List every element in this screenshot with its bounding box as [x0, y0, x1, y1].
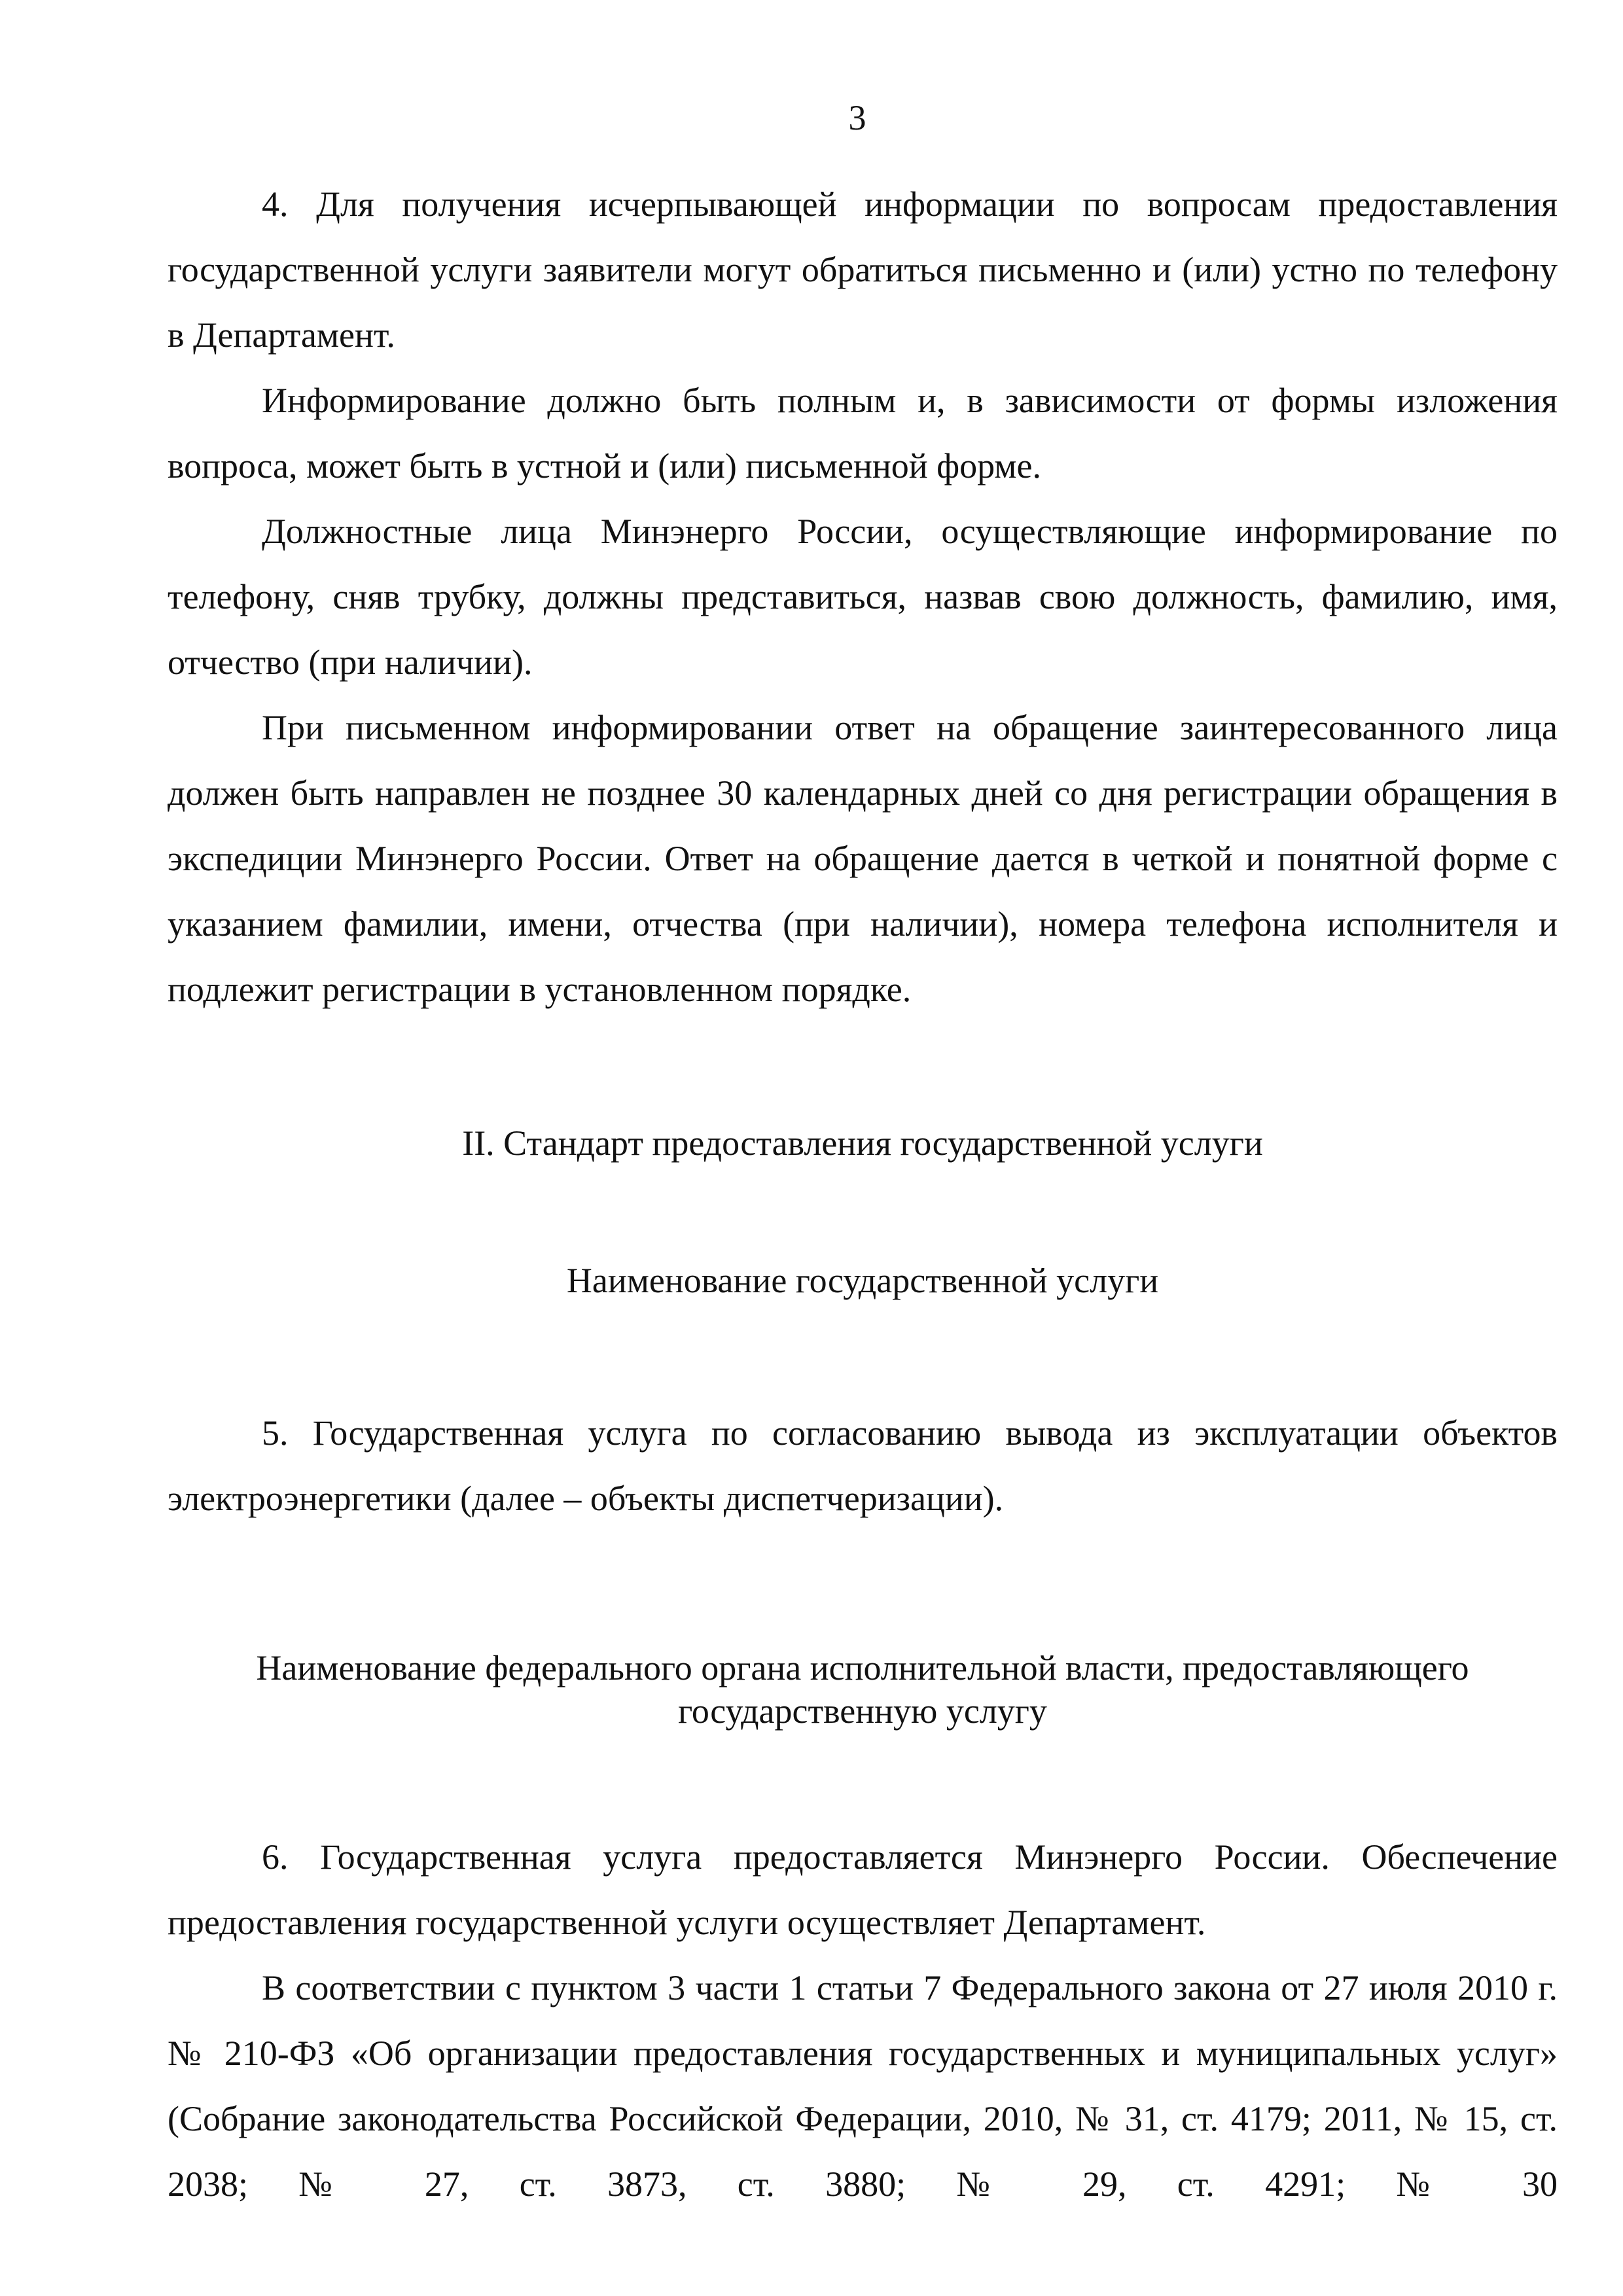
- paragraph-informing: Информирование должно быть полным и, в зависимости от формы изложения вопроса, может быть в устной и (или) письменной форме.: [168, 381, 1558, 486]
- paragraph-4: 4. Для получения исчерпывающей информации по вопросам предоставления государственной услуги заявители могут обратиться письменно и (или) устно по телефону в Департамент.: [168, 185, 1558, 355]
- subheading-authority-line1: Наименование федерального органа исполнительной власти, предоставляющего: [256, 1648, 1469, 1687]
- section-title: II. Стандарт предоставления государственной услуги: [462, 1123, 1263, 1163]
- paragraph-5: 5. Государственная услуга по согласованию вывода из эксплуатации объектов электроэнергетики (далее – объекты диспетчеризации).: [168, 1413, 1558, 1518]
- paragraph-6: 6. Государственная услуга предоставляется Минэнерго России. Обеспечение предоставления государственной услуги осуществляет Департамент.: [168, 1837, 1558, 1942]
- document-body: [168, 171, 1558, 2217]
- paragraph-officials: Должностные лица Минэнерго России, осуществляющие информирование по телефону, сняв трубку, должны представиться, назвав свою должность, фамилию, имя, отчество (при наличии).: [168, 512, 1558, 682]
- page-number: 3: [848, 98, 866, 137]
- subheading-authority-line2: государственную услугу: [678, 1691, 1047, 1731]
- paragraph-law-reference: В соответствии с пунктом 3 части 1 статьи 7 Федерального закона от 27 июля 2010 г. № 210-ФЗ «Об организации предоставления государственных и муниципальных услуг» (Собрание законодательства Российской Федерации, 2010, № 31, ст. 4179; 2011, № 15, ст. 2038; № 27, ст. 3873, ст. 3880; № 29, ст. 4291; № 30: [168, 1968, 1558, 2204]
- subheading-service-name: Наименование государственной услуги: [566, 1261, 1159, 1300]
- subheading-authority: [168, 1646, 1558, 1733]
- paragraph-written-response: При письменном информировании ответ на обращение заинтересованного лица должен быть направлен не позднее 30 календарных дней со дня регистрации обращения в экспедиции Минэнерго России. Ответ на обращение дается в четкой и понятной форме с указанием фамилии, имени, отчества (при наличии), номера телефона исполнителя и подлежит регистрации в установленном порядке.: [168, 708, 1558, 1009]
